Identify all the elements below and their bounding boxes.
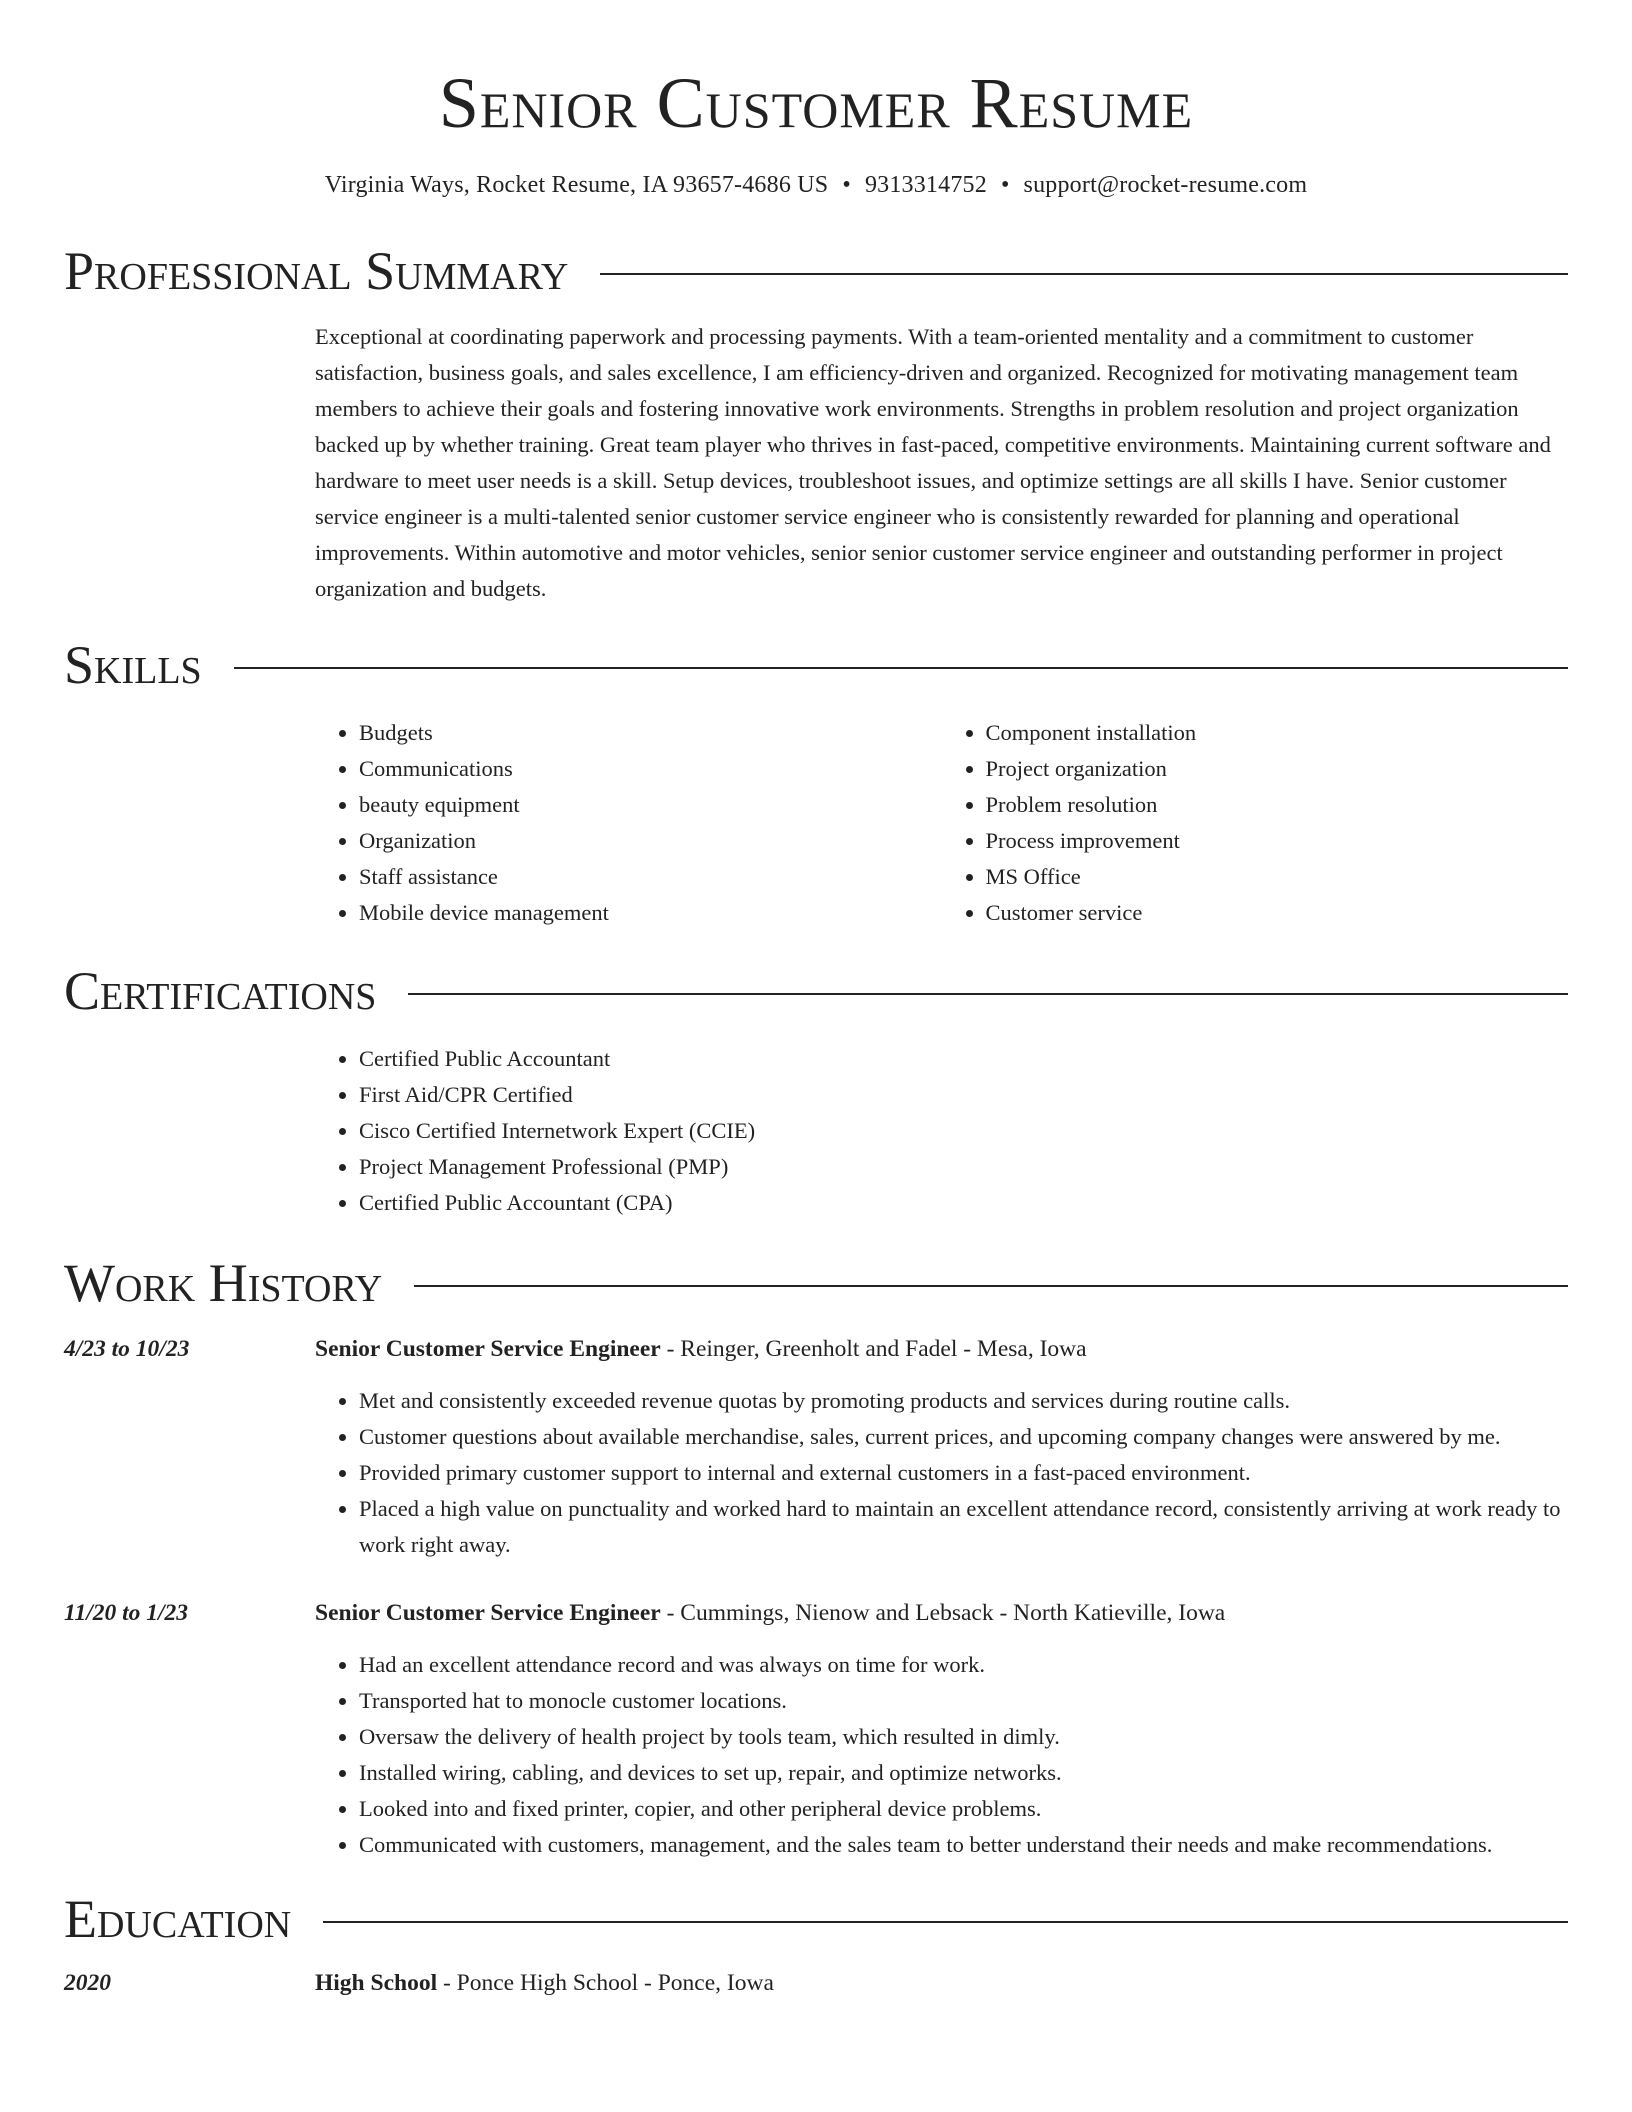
job-header	[64, 1331, 1568, 1367]
contact-separator: •	[842, 172, 851, 198]
job-header	[64, 1595, 1568, 1631]
skill-item: • Customer service	[986, 895, 1569, 931]
education-heading: Education	[64, 1889, 292, 1949]
education-school: - Ponce High School - Ponce, Iowa	[437, 1970, 774, 1996]
job-role	[315, 1595, 1225, 1631]
job-bullet: • Provided primary customer support to internal and external customers in a fast-paced environment.	[359, 1455, 1568, 1491]
skill-item: • Project organization	[986, 751, 1569, 787]
resume-page	[64, 0, 1568, 2001]
section-divider	[323, 1921, 1568, 1923]
skill-item: • Component installation	[986, 715, 1569, 751]
job-bullet: • Had an excellent attendance record and was always on time for work.	[359, 1647, 1568, 1683]
job-bullet: • Met and consistently exceeded revenue quotas by promoting products and services during routine calls.	[359, 1383, 1568, 1419]
certifications-heading: Certifications	[64, 961, 377, 1021]
job-bullet: • Looked into and fixed printer, copier, and other peripheral device problems.	[359, 1791, 1568, 1827]
work-heading: Work History	[64, 1253, 383, 1313]
job-employer: - Reinger, Greenholt and Fadel - Mesa, Iowa	[660, 1336, 1087, 1362]
education-year: 2020	[64, 1970, 111, 1996]
summary-section-header	[64, 239, 1568, 303]
contact-line	[64, 172, 1568, 199]
certification-item: • Cisco Certified Internetwork Expert (CCIE)	[359, 1113, 1568, 1149]
skill-item: • Budgets	[359, 715, 942, 751]
job-role	[315, 1331, 1087, 1367]
certification-item: • Certified Public Accountant (CPA)	[359, 1185, 1568, 1221]
education-degree: High School	[315, 1970, 438, 1996]
job-title: Senior Customer Service Engineer	[315, 1336, 661, 1362]
skill-item: • Organization	[359, 823, 942, 859]
education-role	[315, 1965, 774, 2001]
education-header	[64, 1965, 1568, 2001]
job-bullets	[315, 1383, 1568, 1563]
job-bullets	[315, 1647, 1568, 1863]
job-bullet: • Placed a high value on punctuality and worked hard to maintain an excellent attendance record, consistently arriving at work ready to work right away.	[359, 1491, 1568, 1563]
job-employer: - Cummings, Nienow and Lebsack - North Katieville, Iowa	[660, 1600, 1226, 1626]
skill-item: • MS Office	[986, 859, 1569, 895]
contact-phone: 9313314752	[864, 172, 987, 198]
work-section-header	[64, 1251, 1568, 1315]
job-dates: 11/20 to 1/23	[64, 1600, 189, 1626]
section-divider	[234, 667, 1568, 669]
job-bullet: • Customer questions about available merchandise, sales, current prices, and upcoming company changes were answered by me.	[359, 1419, 1568, 1455]
certification-item: • First Aid/CPR Certified	[359, 1077, 1568, 1113]
contact-address: Virginia Ways, Rocket Resume, IA 93657-4686 US	[324, 172, 829, 198]
skills-list	[315, 715, 1568, 931]
skill-item: • Communications	[359, 751, 942, 787]
job-bullet: • Oversaw the delivery of health project by tools team, which resulted in dimly.	[359, 1719, 1568, 1755]
section-divider	[600, 273, 1568, 275]
summary-heading: Professional Summary	[64, 241, 569, 301]
job-dates: 4/23 to 10/23	[64, 1336, 190, 1362]
skills-section-header	[64, 633, 1568, 697]
education-section-header	[64, 1887, 1568, 1951]
skills-column-right	[942, 715, 1569, 931]
skills-heading: Skills	[64, 635, 202, 695]
job-bullet: • Transported hat to monocle customer locations.	[359, 1683, 1568, 1719]
job-bullet: • Installed wiring, cabling, and devices to set up, repair, and optimize networks.	[359, 1755, 1568, 1791]
certification-item: • Certified Public Accountant	[359, 1041, 1568, 1077]
skill-item: • beauty equipment	[359, 787, 942, 823]
job-entry	[64, 1331, 1568, 1563]
resume-title: Senior Customer Resume	[438, 63, 1194, 143]
contact-separator: •	[1000, 172, 1010, 198]
section-divider	[414, 1285, 1568, 1287]
summary-text: Exceptional at coordinating paperwork and processing payments. With a team-oriented mentality and a commitment to customer satisfaction, business goals, and sales excellence, I am efficiency-driven and organized. Recognized for motivating management team members to achieve their goals and fostering innovative work environments. Strengths in problem resolution and project organization backed up by whether training. Great team player who thrives in fast-paced, competitive environments. Maintaining current software and hardware to meet user needs is a skill. Setup devices, troubleshoot issues, and optimize settings are all skills I have. Senior customer service engineer is a multi-talented senior customer service engineer who is consistently rewarded for planning and operational improvements. Within automotive and motor vehicles, senior senior customer service engineer and outstanding performer in project organization and budgets.	[315, 324, 1551, 601]
job-bullet: • Communicated with customers, management, and the sales team to better understand their needs and make recommendations.	[359, 1827, 1568, 1863]
skills-column-left	[315, 715, 942, 931]
skill-item: • Process improvement	[986, 823, 1569, 859]
education-entry	[64, 1965, 1568, 2001]
skill-item: • Mobile device management	[359, 895, 942, 931]
contact-email: support@rocket-resume.com	[1023, 172, 1308, 198]
certifications-section-header	[64, 959, 1568, 1023]
section-divider	[408, 993, 1568, 995]
job-title: Senior Customer Service Engineer	[315, 1600, 661, 1626]
certifications-list	[315, 1041, 1568, 1221]
job-entry	[64, 1595, 1568, 1863]
certification-item: • Project Management Professional (PMP)	[359, 1149, 1568, 1185]
skill-item: • Staff assistance	[359, 859, 942, 895]
skill-item: • Problem resolution	[986, 787, 1569, 823]
